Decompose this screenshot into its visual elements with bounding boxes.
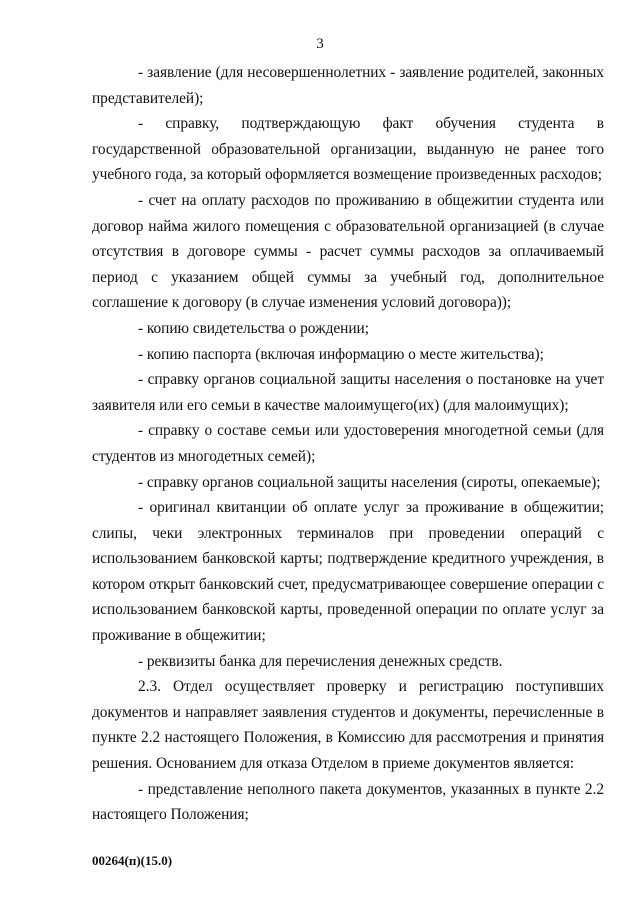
list-item: - копию паспорта (включая информацию о месте жительства); [138,345,544,363]
list-item: - справку органов социальной защиты населения (сироты, опекаемые); [138,473,601,491]
list-item: - справку, подтверждающую факт обучения студента в государственной образовательной организации, выданную не ранее того учебного года, за который оформляется возмещение произведенных расходов; [92,115,604,184]
list-item: - заявление (для несовершеннолетних - заявление родителей, законных представителей); [92,64,604,107]
list-item: - справку о составе семьи или удостоверения многодетной семьи (для студентов из многодетных семей); [92,422,604,465]
list-item: - реквизиты банка для перечисления денежных средств. [138,652,503,670]
page-number: 3 [316,36,324,52]
section-paragraph: 2.3. Отдел осуществляет проверку и регистрацию поступивших документов и направляет заявления студентов и документы, перечисленные в пункте 2.2 настоящего Положения, в Комиссию для рассмотрения и принятия решения. Основанием для отказа Отделом в приеме документов является: [92,678,604,773]
list-item: - справку органов социальной защиты населения о постановке на учет заявителя или его семьи в качестве малоимущего(их) (для малоимущих); [92,371,604,414]
list-item: - счет на оплату расходов по проживанию в общежитии студента или договор найма жилого помещения с образовательной организацией (в случае отсутствия в договоре суммы - расчет суммы расходов за оплачиваемый период с указанием общей суммы за учебный год, дополнительное соглашение к договору (в случае изменения условий договора)); [92,191,604,312]
document-body [92,60,604,828]
list-item: - оригинал квитанции об оплате услуг за проживание в общежитии; слипы, чеки электронных терминалов при проведении операций с использованием банковской карты; подтверждение кредитного учреждения, в котором открыт банковский счет, предусматривающее совершение операции с использованием банковской карты, проведенной операции по оплате услуг за проживание в общежитии; [92,499,604,645]
list-item: - представление неполного пакета документов, указанных в пункте 2.2 настоящего Положения; [92,780,604,824]
list-item: - копию свидетельства о рождении; [138,319,369,337]
document-code: 00264(п)(15.0) [92,853,173,868]
